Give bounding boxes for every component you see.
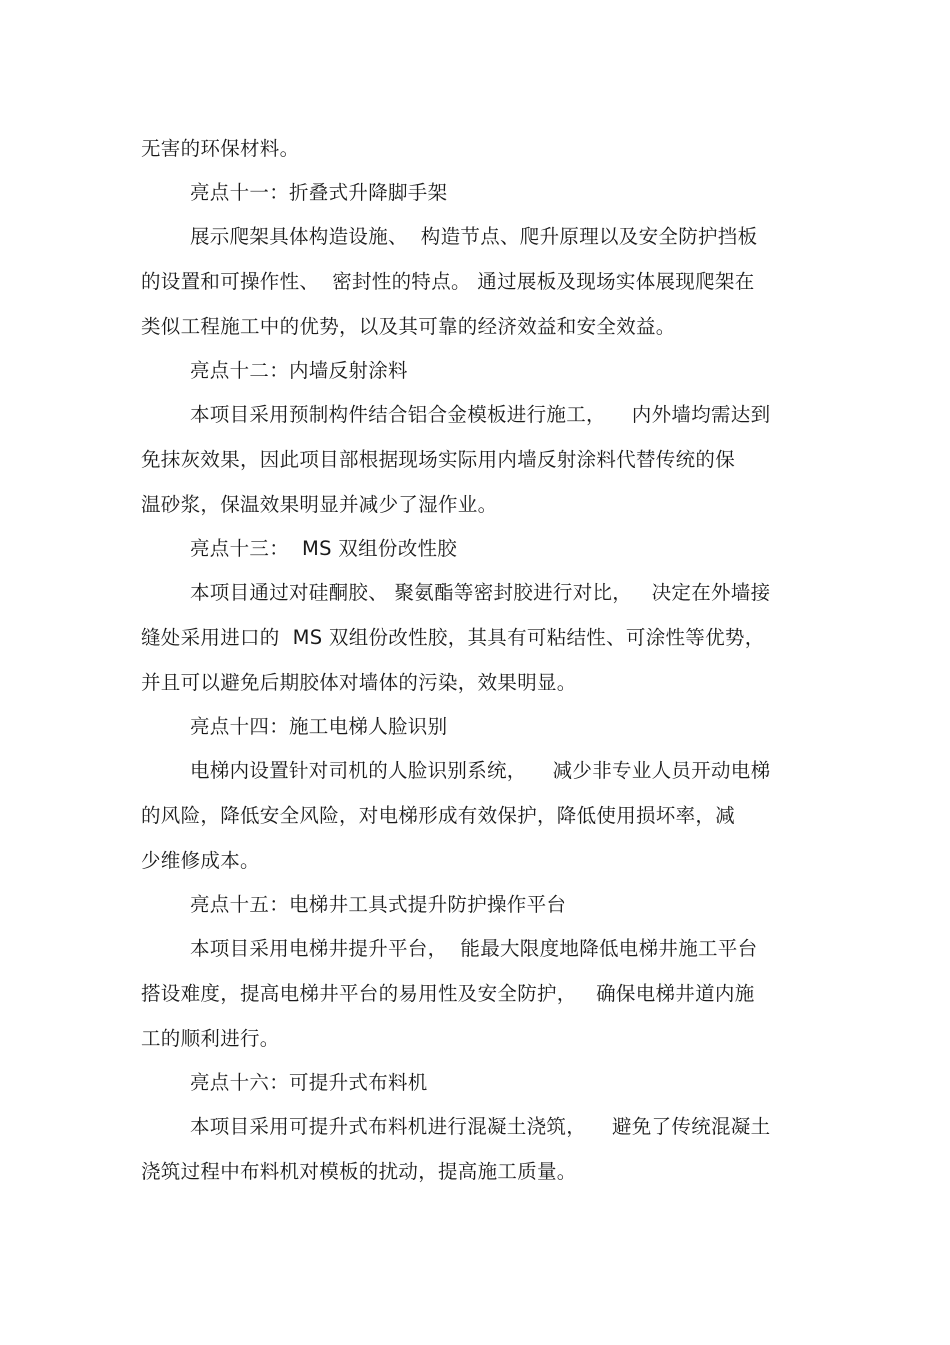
text-line: 本项目采用电梯井提升平台， 能最大限度地降低电梯井施工平台: [190, 937, 758, 960]
section-heading: 亮点十二：内墙反射涂料: [190, 359, 408, 382]
text-line: 本项目通过对硅酮胶、 聚氨酯等密封胶进行对比， 决定在外墙接: [190, 581, 771, 604]
text-line: 展示爬架具体构造设施、 构造节点、爬升原理以及安全防护挡板: [190, 225, 758, 248]
text-line: 类似工程施工中的优势，以及其可靠的经济效益和安全效益。: [141, 315, 676, 338]
text-line: 少维修成本。: [141, 849, 260, 872]
text-line: 并且可以避免后期胶体对墙体的污染，效果明显。: [141, 671, 577, 694]
text-line: 的设置和可操作性、 密封性的特点。 通过展板及现场实体展现爬架在: [141, 270, 755, 293]
section-heading: 亮点十一：折叠式升降脚手架: [190, 181, 448, 204]
text-line: 电梯内设置针对司机的人脸识别系统， 减少非专业人员开动电梯: [190, 759, 771, 782]
section-heading: 亮点十三： MS 双组份改性胶: [190, 537, 458, 560]
text-line: 缝处采用进口的 MS 双组份改性胶，其具有可粘结性、可涂性等优势，: [141, 626, 765, 649]
text-line: 工的顺利进行。: [141, 1027, 280, 1050]
text-line: 浇筑过程中布料机对模板的扰动，提高施工质量。: [141, 1160, 577, 1183]
section-heading: 亮点十四：施工电梯人脸识别: [190, 715, 448, 738]
section-heading: 亮点十五：电梯井工具式提升防护操作平台: [190, 893, 567, 916]
text-line: 搭设难度，提高电梯井平台的易用性及安全防护， 确保电梯井道内施: [141, 982, 755, 1005]
section-heading: 亮点十六：可提升式布料机: [190, 1071, 428, 1094]
text-line: 本项目采用可提升式布料机进行混凝土浇筑， 避免了传统混凝土: [190, 1115, 771, 1138]
text-line: 无害的环保材料。: [141, 137, 300, 160]
text-line: 本项目采用预制构件结合铝合金模板进行施工， 内外墙均需达到: [190, 403, 771, 426]
text-line: 免抹灰效果，因此项目部根据现场实际用内墙反射涂料代替传统的保: [141, 448, 736, 471]
text-line: 温砂浆，保温效果明显并减少了湿作业。: [141, 493, 498, 516]
text-line: 的风险，降低安全风险，对电梯形成有效保护，降低使用损坏率，减: [141, 804, 736, 827]
